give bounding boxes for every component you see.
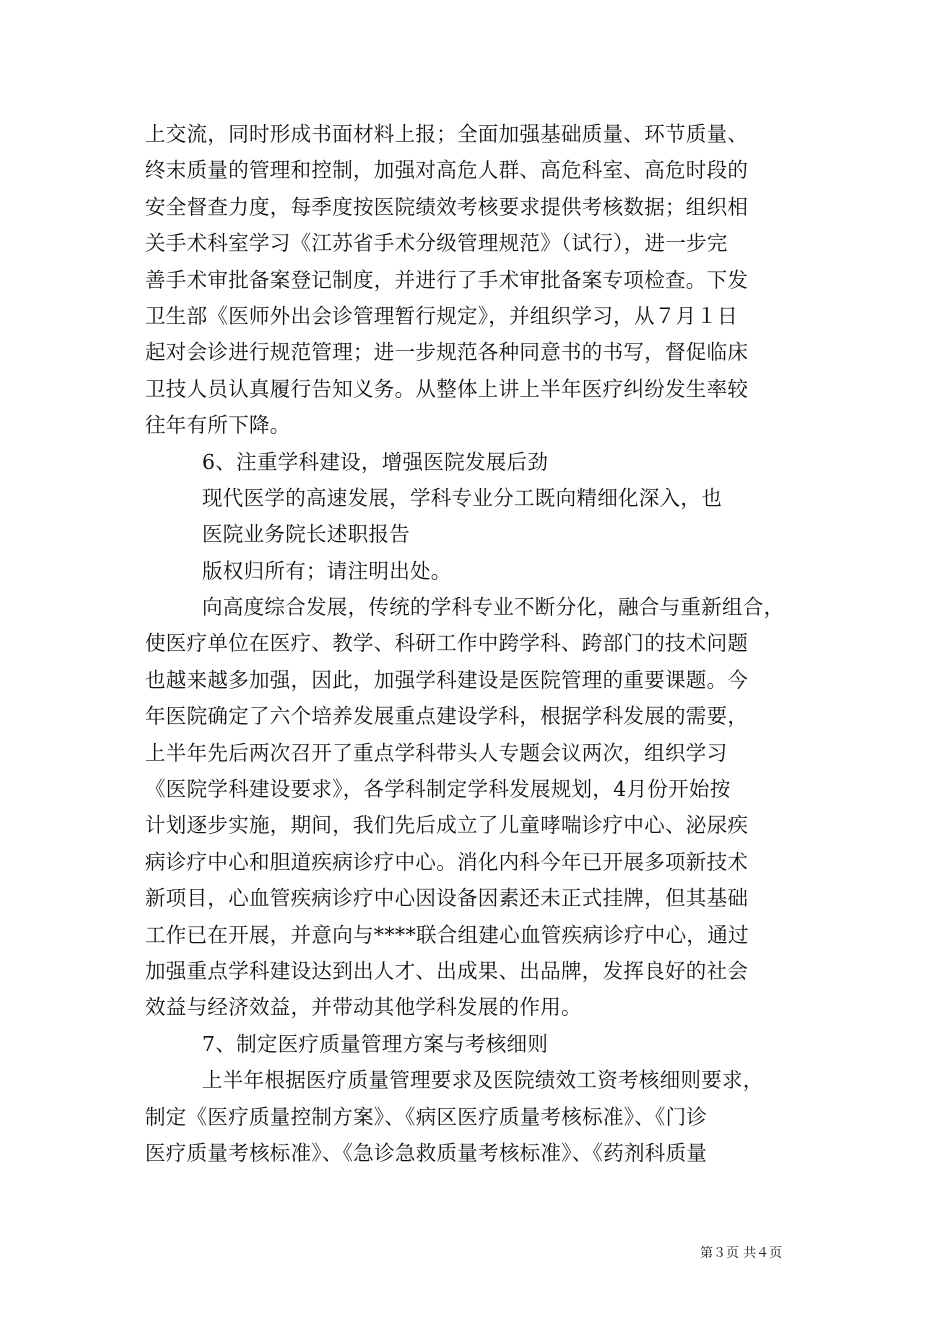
text-line: 卫技人员认真履行告知义务。从整体上讲上半年医疗纠纷发生率较 (145, 376, 749, 401)
text-line: 往年有所下降。 (145, 413, 291, 438)
text-line: 关手术科室学习《江苏省手术分级管理规范》（试行），进一步完 (145, 231, 728, 256)
section-heading: 6、注重学科建设，增强医院发展后劲 (202, 449, 549, 474)
page-number: 第３页 共４页 (700, 1246, 783, 1261)
text-line: 上半年根据医疗质量管理要求及医院绩效工资考核细则要求， (202, 1068, 764, 1093)
text-line: 向高度综合发展，传统的学科专业不断分化，融合与重新组合， (202, 595, 785, 620)
text-line: 使医疗单位在医疗、教学、科研工作中跨学科、跨部门的技术问题 (145, 631, 749, 656)
text-line: 新项目，心血管疾病诊疗中心因设备因素还未正式挂牌，但其基础 (145, 886, 749, 911)
text-line: 制定《医疗质量控制方案》、《病区医疗质量考核标准》、《门诊 (145, 1104, 708, 1129)
text-line: 效益与经济效益，并带动其他学科发展的作用。 (145, 995, 582, 1020)
text-line: 工作已在开展，并意向与****联合组建心血管疾病诊疗中心，通过 (145, 922, 749, 947)
text-line: 终末质量的管理和控制，加强对高危人群、高危科室、高危时段的 (145, 158, 749, 183)
text-line: 年医院确定了六个培养发展重点建设学科，根据学科发展的需要， (145, 704, 749, 729)
section-heading: 7、制定医疗质量管理方案与考核细则 (202, 1031, 549, 1056)
document-body (145, 116, 815, 1171)
text-line: 上交流，同时形成书面材料上报；全面加强基础质量、环节质量、 (145, 122, 749, 146)
text-line: 加强重点学科建设达到出人才、出成果、出品牌，发挥良好的社会 (145, 958, 749, 983)
text-line: 《医院学科建设要求》，各学科制定学科发展规划，4月份开始按 (145, 777, 731, 802)
text-line: 医疗质量考核标准》、《急诊急救质量考核标准》、《药剂科质量 (145, 1140, 708, 1165)
text-line: 病诊疗中心和胆道疾病诊疗中心。消化内科今年已开展多项新技术 (145, 849, 749, 874)
text-line: 版权归所有；请注明出处。 (202, 558, 452, 583)
text-line: 善手术审批备案登记制度，并进行了手术审批备案专项检查。下发 (145, 267, 749, 292)
text-line: 也越来越多加强，因此，加强学科建设是医院管理的重要课题。今 (145, 667, 749, 692)
text-line: 现代医学的高速发展，学科专业分工既向精细化深入，也 (202, 485, 722, 510)
text-line: 卫生部《医师外出会诊管理暂行规定》，并组织学习，从７月１日 (145, 303, 738, 328)
text-line: 医院业务院长述职报告 (202, 522, 410, 547)
text-line: 安全督查力度，每季度按医院绩效考核要求提供考核数据；组织相 (145, 194, 749, 219)
text-line: 上半年先后两次召开了重点学科带头人专题会议两次，组织学习 (145, 740, 728, 765)
text-line: 计划逐步实施，期间，我们先后成立了儿童哮喘诊疗中心、泌尿疾 (145, 813, 749, 838)
text-line: 起对会诊进行规范管理；进一步规范各种同意书的书写，督促临床 (145, 340, 749, 365)
